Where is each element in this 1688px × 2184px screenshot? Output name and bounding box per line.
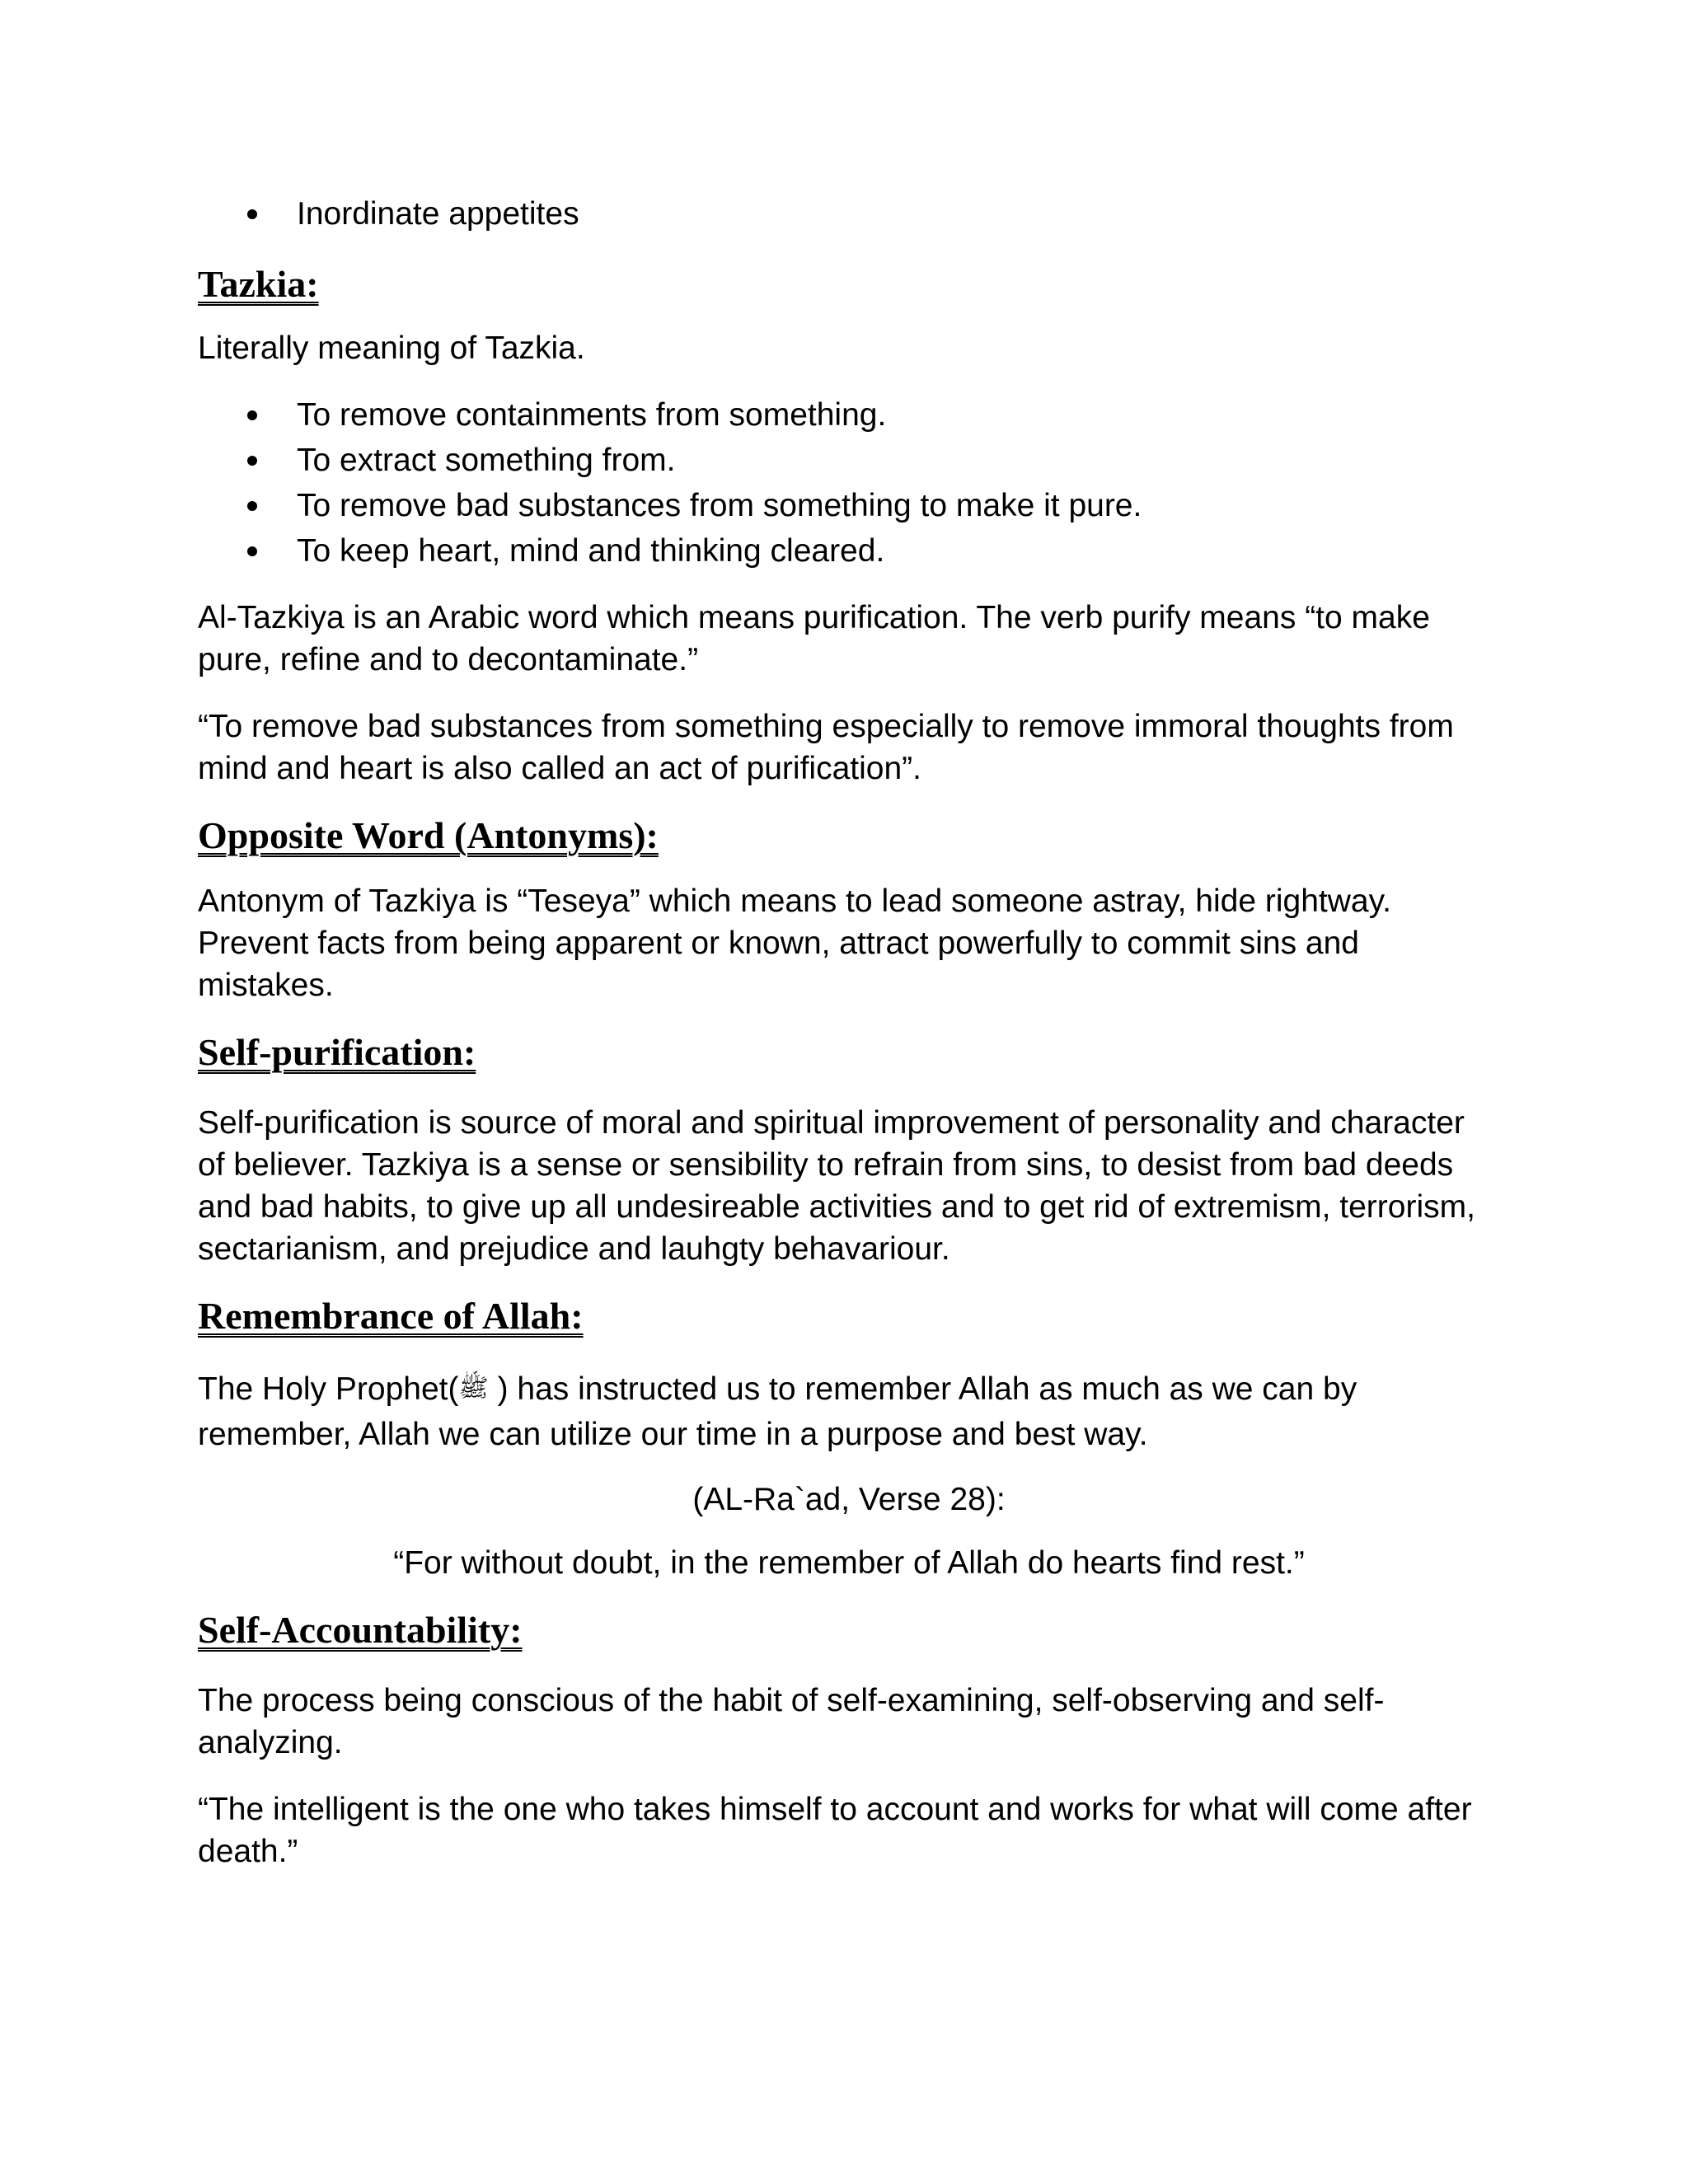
remembrance-heading-wrap bbox=[198, 1293, 1500, 1339]
bullet-icon bbox=[247, 501, 257, 511]
bullet-icon bbox=[247, 546, 257, 556]
opposite-paragraph: Antonym of Tazkiya is “Teseya” which means to lead someone astray, hide rightway. Prevent facts from being apparent or known, attract powerfully to commit sins and mistakes. bbox=[198, 883, 1392, 1003]
opposite-heading: Opposite Word (Antonyms): bbox=[198, 814, 659, 856]
self-purification-heading: Self-purification: bbox=[198, 1031, 476, 1073]
self-accountability-heading-wrap bbox=[198, 1607, 1500, 1653]
self-accountability-heading: Self-Accountability: bbox=[198, 1609, 523, 1651]
remembrance-paragraph bbox=[198, 1366, 1500, 1457]
remembrance-text-start: The Holy Prophet( bbox=[198, 1371, 459, 1407]
opposite-heading-wrap bbox=[198, 813, 1500, 859]
bullet-icon bbox=[247, 209, 257, 219]
self-purification-paragraph: Self-purification is source of moral and spiritual improvement of personality and character of believer. Tazkiya is a sense or sensibility to refrain from sins, to desist from bad deeds and bad habits, to give up all undesireable activities and to get rid of extremism, terrorism, sectarianism, and prejudice and lauhgty behavariour. bbox=[198, 1105, 1475, 1267]
tazkia-heading: Tazkia: bbox=[198, 263, 319, 305]
verse-reference: (AL-Ra`ad, Verse 28): bbox=[692, 1482, 1006, 1517]
list-item-text: To keep heart, mind and thinking cleared. bbox=[297, 533, 885, 569]
tazkia-bullet-list bbox=[198, 392, 1500, 574]
list-item bbox=[198, 528, 1500, 574]
list-item bbox=[198, 191, 1500, 237]
page-content bbox=[198, 191, 1500, 1872]
remembrance-heading: Remembrance of Allah: bbox=[198, 1295, 584, 1337]
tazkia-purification-quote: “To remove bad substances from something especially to remove immoral thoughts from mind and heart is also called an act of purification”. bbox=[198, 709, 1454, 786]
list-item bbox=[198, 392, 1500, 438]
tazkia-definition-paragraph: Al-Tazkiya is an Arabic word which means purification. The verb purify means “to make pure, refine and to decontaminate.” bbox=[198, 600, 1430, 677]
self-accountability-paragraph: The process being conscious of the habit of self-examining, self-observing and self-analyzing. bbox=[198, 1683, 1385, 1760]
bullet-icon bbox=[247, 410, 257, 420]
bullet-icon bbox=[247, 456, 257, 466]
tazkia-heading-wrap bbox=[198, 261, 1500, 307]
list-item-text: To extract something from. bbox=[297, 443, 676, 478]
list-item-text: To remove bad substances from something to make it pure. bbox=[297, 488, 1142, 523]
self-purification-heading-wrap bbox=[198, 1029, 1500, 1076]
self-accountability-quote: “The intelligent is the one who takes himself to account and works for what will come after death.” bbox=[198, 1792, 1472, 1869]
list-item bbox=[198, 483, 1500, 528]
verse-quote: “For without doubt, in the remember of Allah do hearts find rest.” bbox=[393, 1545, 1305, 1581]
pbuh-honorific: ﷺ bbox=[458, 1375, 489, 1402]
list-item bbox=[198, 438, 1500, 483]
list-item-text: Inordinate appetites bbox=[297, 196, 579, 232]
remembrance-text-end: ) has instructed us to remember Allah as much as we can by remember, Allah we can utilize our time in a purpose and best way. bbox=[198, 1371, 1357, 1452]
list-item-text: To remove containments from something. bbox=[297, 397, 887, 433]
top-bullet-list bbox=[198, 191, 1500, 237]
tazkia-intro: Literally meaning of Tazkia. bbox=[198, 330, 585, 366]
